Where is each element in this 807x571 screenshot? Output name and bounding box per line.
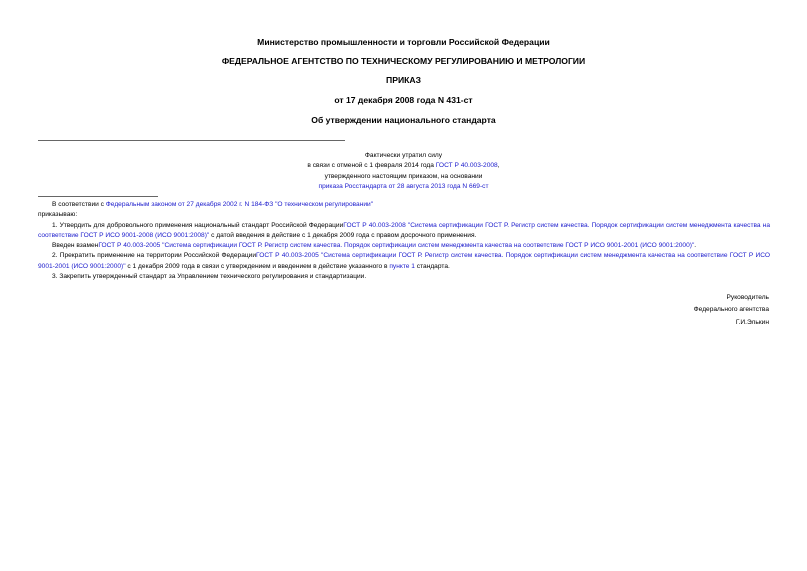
item-3-paragraph: 3. Закрепить утвержденный стандарт за Управлением технического регулирования и стандартизации. [52, 273, 367, 281]
status-note-line1: Фактически утратил силу [364, 152, 443, 159]
item-1-suffix: с датой введения в действие с 1 декабря 2009 года с правом досрочного применения. [209, 231, 477, 239]
signature-agency: Федерального агентства [693, 306, 769, 314]
status-note-line2 [0, 161, 807, 172]
signature-name: Г.И.Элькин [735, 318, 769, 326]
gost-2005-cancel-link[interactable]: ГОСТ Р 40.003-2005 "Система сертификации ГОСТ Р. Регистр систем качества. Порядок сертификации систем менеджмента качества на соответствие ГОСТ Р ИСО 9001-2001 (ИСО 9001:2000)" [38, 252, 770, 270]
point-1-link[interactable]: пункте 1 [389, 262, 415, 270]
rosstandart-order-link[interactable]: приказа Росстандарта от 28 августа 2013 года N 669-ст [318, 183, 489, 190]
item-2-mid-text: с 1 декабря 2009 года в связи с утверждением и введением в действие указанного в [125, 262, 390, 270]
gost-2008-standard-link[interactable]: ГОСТ Р 40.003-2008 "Система сертификации ГОСТ Р. Регистр систем качества. Порядок сертификации систем менеджмента качества на соответствие ГОСТ Р ИСО 9001-2008 (ИСО 9001:2008)" [38, 221, 770, 239]
signature-title: Руководитель [726, 294, 769, 301]
gost-2008-link[interactable]: ГОСТ Р 40.003-2008 [435, 162, 498, 169]
note-divider [38, 196, 158, 197]
signature-block [694, 292, 769, 329]
agency-title: ФЕДЕРАЛЬНОЕ АГЕНТСТВО ПО ТЕХНИЧЕСКОМУ РЕГУЛИРОВАНИЮ И МЕТРОЛОГИИ [221, 56, 586, 66]
item-2-paragraph [38, 251, 770, 272]
document-date-number: от 17 декабря 2008 года N 431-ст [334, 95, 473, 105]
status-note-comma: , [497, 162, 500, 169]
item-1b-suffix: . [694, 242, 697, 250]
item-1-paragraph [38, 221, 770, 242]
status-note-text: в связи с отменой с 1 февраля 2014 года [307, 162, 436, 169]
item-1b-text: Введен взамен [52, 242, 99, 250]
order-word: приказываю: [38, 211, 78, 219]
federal-law-link[interactable]: Федеральным законом от 27 декабря 2002 г. N 184-ФЗ "О техническом регулировании" [105, 201, 374, 208]
document-body [38, 200, 770, 282]
document-subject: Об утверждении национального стандарта [311, 115, 496, 125]
document-type: ПРИКАЗ [386, 75, 421, 85]
intro-text: В соответствии с [52, 201, 106, 208]
ministry-title: Министерство промышленности и торговли Российской Федерации [257, 37, 550, 47]
gost-2005-replaced-link[interactable]: ГОСТ Р 40.003-2005 "Система сертификации ГОСТ Р. Регистр систем качества. Порядок сертификации систем менеджмента качества на соответствие ГОСТ Р ИСО 9001-2001 (ИСО 9001:2000)" [98, 242, 695, 250]
status-note-line4 [0, 182, 807, 193]
item-2-text: 2. Прекратить применение на территории Российской Федерации [52, 252, 257, 260]
status-note-line3: утвержденного настоящим приказом, на основании [324, 173, 483, 180]
item-2-suffix: стандарта. [414, 262, 450, 270]
item-1-text: 1. Утвердить для добровольного применения национальный стандарт Российской Федерации [52, 221, 344, 229]
intro-paragraph [38, 200, 770, 210]
top-divider [38, 140, 345, 141]
item-1b-paragraph [38, 241, 770, 251]
